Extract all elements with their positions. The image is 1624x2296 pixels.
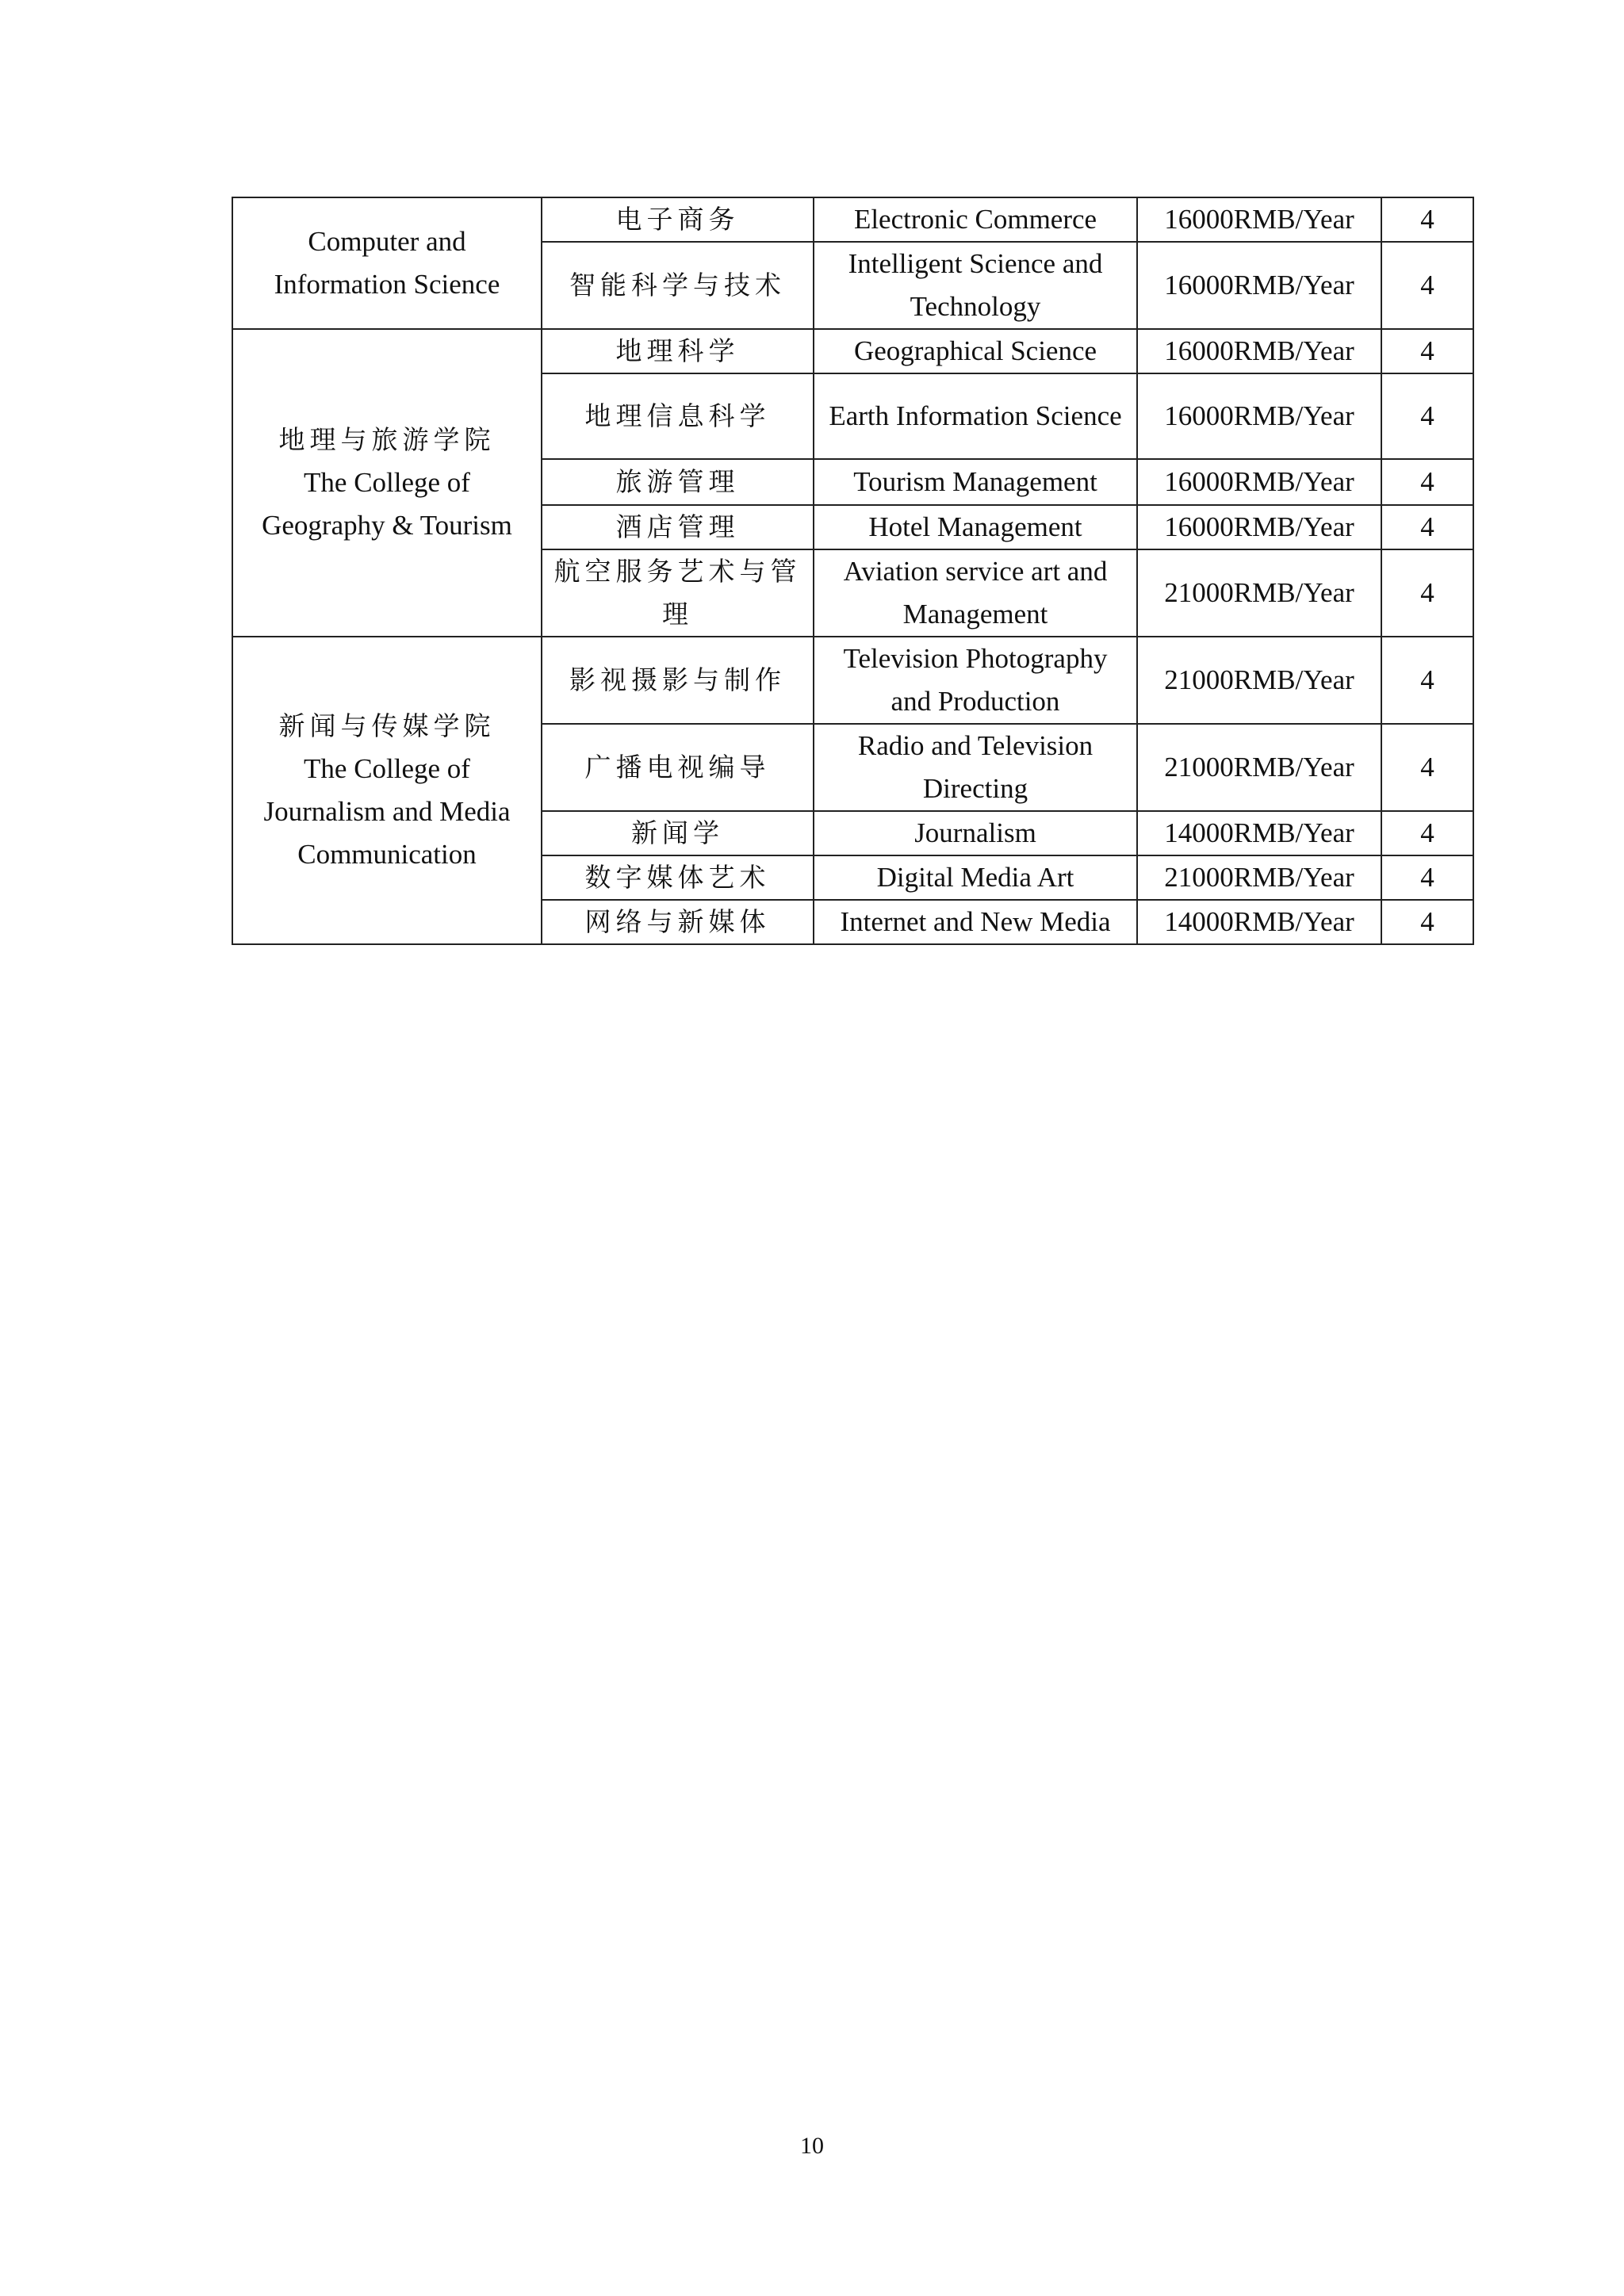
tuition-cell: 14000RMB/Year — [1137, 811, 1381, 855]
major-name-zh: 电子商务 — [542, 197, 814, 242]
tuition-cell: 21000RMB/Year — [1137, 724, 1381, 811]
college-name-en: The College of Geography & Tourism — [262, 467, 512, 541]
major-name-en: Television Photography and Production — [814, 637, 1137, 724]
major-name-zh: 地理信息科学 — [542, 373, 814, 459]
major-name-zh: 影视摄影与制作 — [542, 637, 814, 724]
major-name-zh: 智能科学与技术 — [542, 242, 814, 329]
tuition-cell: 21000RMB/Year — [1137, 855, 1381, 900]
major-name-en: Earth Information Science — [814, 373, 1137, 459]
table-row — [232, 197, 1473, 242]
years-cell: 4 — [1381, 329, 1473, 373]
major-name-en: Intelligent Science and Technology — [814, 242, 1137, 329]
major-name-zh: 新闻学 — [542, 811, 814, 855]
major-name-zh: 航空服务艺术与管理 — [542, 549, 814, 637]
college-name-zh: 地理与旅游学院 — [278, 424, 496, 455]
college-name-zh: 新闻与传媒学院 — [278, 710, 496, 741]
college-cell — [232, 637, 542, 944]
years-cell: 4 — [1381, 242, 1473, 329]
major-name-zh: 网络与新媒体 — [542, 900, 814, 944]
tuition-cell: 16000RMB/Year — [1137, 373, 1381, 459]
tuition-cell: 16000RMB/Year — [1137, 459, 1381, 505]
tuition-cell: 16000RMB/Year — [1137, 242, 1381, 329]
tuition-cell: 16000RMB/Year — [1137, 505, 1381, 549]
table-row — [232, 637, 1473, 724]
major-name-en: Radio and Television Directing — [814, 724, 1137, 811]
major-name-zh: 酒店管理 — [542, 505, 814, 549]
college-cell — [232, 329, 542, 637]
major-name-en: Digital Media Art — [814, 855, 1137, 900]
major-name-en: Geographical Science — [814, 329, 1137, 373]
years-cell: 4 — [1381, 637, 1473, 724]
years-cell: 4 — [1381, 459, 1473, 505]
table-row — [232, 329, 1473, 373]
major-name-en: Tourism Management — [814, 459, 1137, 505]
major-name-zh: 旅游管理 — [542, 459, 814, 505]
tuition-cell: 16000RMB/Year — [1137, 197, 1381, 242]
years-cell: 4 — [1381, 724, 1473, 811]
major-name-zh: 地理科学 — [542, 329, 814, 373]
college-name-en: The College of Journalism and Media Communication — [263, 753, 511, 870]
tuition-cell: 21000RMB/Year — [1137, 549, 1381, 637]
major-name-en: Journalism — [814, 811, 1137, 855]
major-name-en: Electronic Commerce — [814, 197, 1137, 242]
major-name-zh: 广播电视编导 — [542, 724, 814, 811]
tuition-cell: 14000RMB/Year — [1137, 900, 1381, 944]
years-cell: 4 — [1381, 505, 1473, 549]
college-name-en: Computer and Information Science — [274, 226, 500, 300]
college-cell — [232, 197, 542, 329]
years-cell: 4 — [1381, 197, 1473, 242]
tuition-cell: 16000RMB/Year — [1137, 329, 1381, 373]
years-cell: 4 — [1381, 855, 1473, 900]
major-name-en: Internet and New Media — [814, 900, 1137, 944]
major-name-en: Hotel Management — [814, 505, 1137, 549]
years-cell: 4 — [1381, 811, 1473, 855]
page-number: 10 — [800, 2133, 824, 2159]
years-cell: 4 — [1381, 549, 1473, 637]
program-table — [232, 197, 1474, 945]
years-cell: 4 — [1381, 373, 1473, 459]
years-cell: 4 — [1381, 900, 1473, 944]
tuition-cell: 21000RMB/Year — [1137, 637, 1381, 724]
major-name-en: Aviation service art and Management — [814, 549, 1137, 637]
major-name-zh: 数字媒体艺术 — [542, 855, 814, 900]
